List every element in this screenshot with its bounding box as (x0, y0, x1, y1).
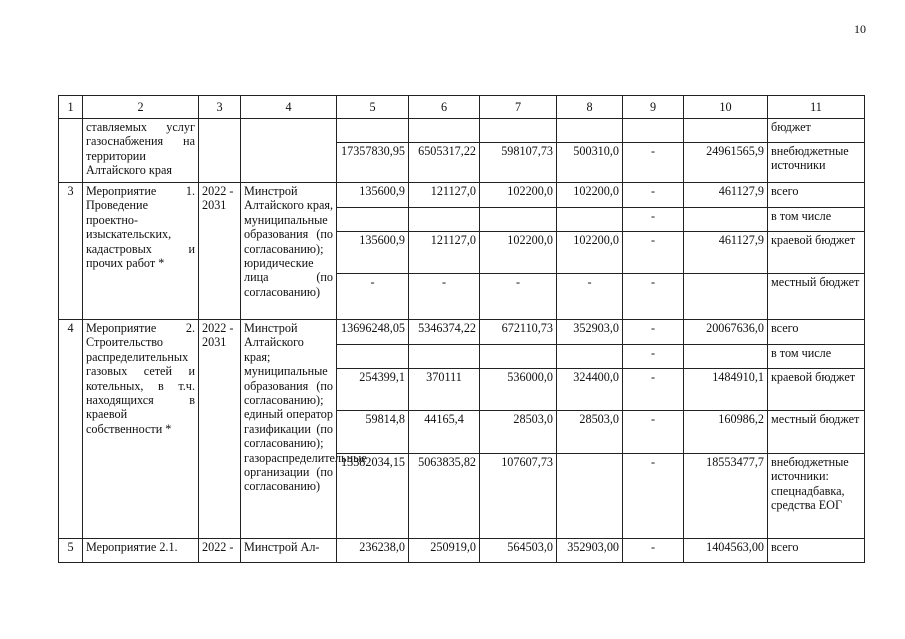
value-cell: 102200,0 (480, 183, 557, 208)
value-cell (684, 208, 768, 232)
value-cell: - (623, 232, 684, 274)
value-cell: - (480, 274, 557, 320)
value-cell: 1484910,1 (684, 369, 768, 411)
value-cell: 13696248,05 (337, 320, 409, 345)
value-cell: 236238,0 (337, 539, 409, 563)
header-cell: 2 (83, 96, 199, 119)
value-cell: 121127,0 (409, 183, 480, 208)
executor-cell: Минстрой Алтайского края, муниципальные образования (по согласованию); юридические лица (по согласованию) (241, 183, 337, 320)
value-cell (480, 119, 557, 143)
value-cell: - (623, 369, 684, 411)
value-cell: 102200,0 (480, 232, 557, 274)
period-cell (199, 119, 241, 183)
funding-source: в том числе (768, 208, 865, 232)
value-cell: 5063835,82 (409, 454, 480, 539)
header-cell: 4 (241, 96, 337, 119)
page-number: 10 (854, 22, 866, 36)
executor-cell: Минстрой Алтайского края; муниципальные образования (по согласованию); единый оператор газификации (по согласованию); газораспределительные организации (по согласованию) (241, 320, 337, 539)
header-cell: 3 (199, 96, 241, 119)
value-cell: 44165,4 (409, 411, 480, 454)
value-cell: 672110,73 (480, 320, 557, 345)
header-cell: 10 (684, 96, 768, 119)
value-cell: 250919,0 (409, 539, 480, 563)
value-cell: 18553477,7 (684, 454, 768, 539)
header-cell: 5 (337, 96, 409, 119)
value-cell: 461127,9 (684, 232, 768, 274)
row-number: 3 (59, 183, 83, 320)
budget-table (58, 95, 865, 563)
value-cell: 20067636,0 (684, 320, 768, 345)
row-number: 5 (59, 539, 83, 563)
period-cell: 2022 - (199, 539, 241, 563)
funding-source: в том числе (768, 345, 865, 369)
value-cell: - (623, 454, 684, 539)
value-cell (557, 345, 623, 369)
value-cell: 370111 (409, 369, 480, 411)
table-row (59, 320, 865, 345)
row-number: 4 (59, 320, 83, 539)
measure-name: Мероприятие 1. Проведение проектно-изыскательских, кадастровых и прочих работ * (83, 183, 199, 320)
table-row (59, 539, 865, 563)
measure-name: ставляемых услуг газоснабжения на территории Алтайского края (83, 119, 199, 183)
value-cell: 598107,73 (480, 143, 557, 183)
header-cell: 6 (409, 96, 480, 119)
value-cell (557, 208, 623, 232)
value-cell: - (623, 183, 684, 208)
value-cell (623, 119, 684, 143)
executor-cell: Минстрой Ал- (241, 539, 337, 563)
value-cell: 59814,8 (337, 411, 409, 454)
value-cell (684, 274, 768, 320)
value-cell: 536000,0 (480, 369, 557, 411)
header-cell: 9 (623, 96, 684, 119)
value-cell: 13382034,15 (337, 454, 409, 539)
funding-source: местный бюджет (768, 411, 865, 454)
value-cell: 564503,0 (480, 539, 557, 563)
header-cell: 7 (480, 96, 557, 119)
value-cell (337, 345, 409, 369)
value-cell: 352903,0 (557, 320, 623, 345)
funding-source: всего (768, 320, 865, 345)
value-cell: 500310,0 (557, 143, 623, 183)
funding-source: бюджет (768, 119, 865, 143)
funding-source: местный бюджет (768, 274, 865, 320)
table-row (59, 183, 865, 208)
value-cell: 5346374,22 (409, 320, 480, 345)
value-cell: 254399,1 (337, 369, 409, 411)
value-cell (337, 119, 409, 143)
value-cell: 352903,00 (557, 539, 623, 563)
funding-source: всего (768, 183, 865, 208)
value-cell (409, 345, 480, 369)
funding-source: внебюджетные источники: спецнадбавка, средства ЕОГ (768, 454, 865, 539)
value-cell (684, 345, 768, 369)
header-row (59, 96, 865, 119)
value-cell: - (623, 208, 684, 232)
value-cell: - (337, 274, 409, 320)
value-cell: 6505317,22 (409, 143, 480, 183)
value-cell: 135600,9 (337, 232, 409, 274)
row-number (59, 119, 83, 183)
funding-source: краевой бюджет (768, 369, 865, 411)
value-cell: 324400,0 (557, 369, 623, 411)
value-cell: - (623, 320, 684, 345)
value-cell (409, 119, 480, 143)
value-cell: - (557, 274, 623, 320)
value-cell: - (623, 274, 684, 320)
value-cell: 17357830,95 (337, 143, 409, 183)
measure-name: Мероприятие 2. Строительство распределительных газовых сетей и котельных, в т.ч. находящихся в краевой собственности * (83, 320, 199, 539)
funding-source: внебюджетные источники (768, 143, 865, 183)
value-cell (480, 345, 557, 369)
value-cell: 28503,0 (480, 411, 557, 454)
table-row (59, 119, 865, 143)
measure-name: Мероприятие 2.1. (83, 539, 199, 563)
value-cell: 1404563,00 (684, 539, 768, 563)
period-cell: 2022 - 2031 (199, 183, 241, 320)
value-cell (337, 208, 409, 232)
value-cell: 24961565,9 (684, 143, 768, 183)
header-cell: 8 (557, 96, 623, 119)
header-cell: 11 (768, 96, 865, 119)
value-cell (557, 119, 623, 143)
period-cell: 2022 - 2031 (199, 320, 241, 539)
value-cell: - (409, 274, 480, 320)
executor-cell (241, 119, 337, 183)
value-cell: - (623, 411, 684, 454)
value-cell: 160986,2 (684, 411, 768, 454)
value-cell (684, 119, 768, 143)
value-cell: 28503,0 (557, 411, 623, 454)
value-cell: - (623, 143, 684, 183)
value-cell: 107607,73 (480, 454, 557, 539)
value-cell: 135600,9 (337, 183, 409, 208)
funding-source: всего (768, 539, 865, 563)
value-cell (557, 454, 623, 539)
value-cell (409, 208, 480, 232)
value-cell: - (623, 539, 684, 563)
value-cell: 102200,0 (557, 183, 623, 208)
value-cell: - (623, 345, 684, 369)
funding-source: краевой бюджет (768, 232, 865, 274)
value-cell: 461127,9 (684, 183, 768, 208)
value-cell: 121127,0 (409, 232, 480, 274)
value-cell (480, 208, 557, 232)
value-cell: 102200,0 (557, 232, 623, 274)
header-cell: 1 (59, 96, 83, 119)
